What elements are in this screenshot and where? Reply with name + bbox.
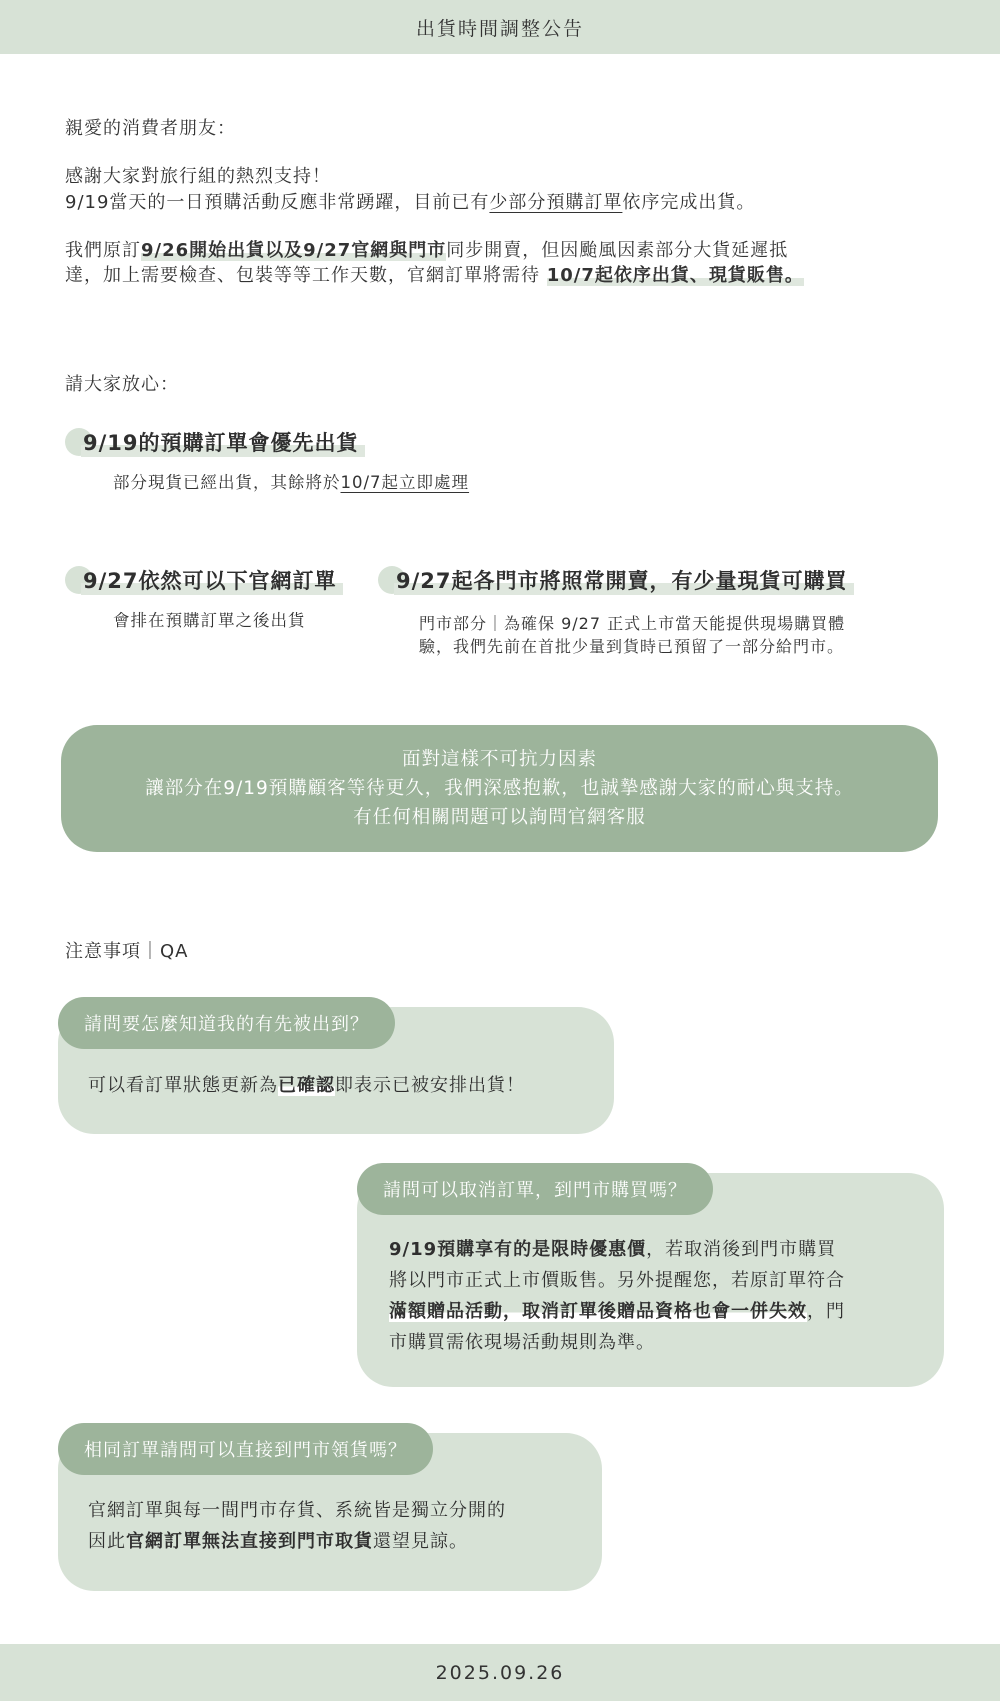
page-title: 出貨時間調整公告: [415, 17, 584, 40]
point-store-sales: [378, 565, 854, 595]
footer-bar: [0, 1644, 1000, 1701]
point-preorder-detail: [113, 471, 469, 495]
point-detail-pre: 部分現貨已經出貨，其餘將於: [113, 473, 341, 492]
preorder-status-pre: 9/19當天的一日預購活動反應非常踴躍，目前已有: [65, 192, 490, 213]
gift-forfeit-highlight: 滿額贈品活動，取消訂單後贈品資格也會一併失效: [389, 1301, 807, 1322]
notice-line3: 有任何相關問題可以詢問官網客服: [353, 807, 646, 828]
qa-question-3: 相同訂單請問可以直接到門市領貨嗎？: [58, 1423, 433, 1475]
schedule-highlight: 9/26開始出貨以及9/27官網與門市: [141, 240, 447, 261]
confirmed-status-highlight: 已確認: [278, 1075, 335, 1096]
header-bar: [0, 0, 1000, 54]
answer2-line4: 市購買需依現場活動規則為準。: [389, 1332, 655, 1353]
schedule-mid: 同步開賣，但因颱風因素部分大貨延遲抵: [446, 240, 789, 261]
point-store-detail: [419, 612, 845, 658]
no-pickup-text: 官網訂單無法直接到門市取貨: [126, 1531, 373, 1552]
notice-line2: 讓部分在9/19預購顧客等待更久，我們深感抱歉，也誠摯感謝大家的耐心與支持。: [145, 778, 854, 799]
answer2-line1-post: ，若取消後到門市購買: [646, 1239, 837, 1260]
point-online-detail: 會排在預購訂單之後出貨: [113, 611, 306, 630]
answer3-post: 還望見諒。: [373, 1531, 468, 1552]
answer1-pre: 可以看訂單狀態更新為: [88, 1075, 278, 1096]
answer3-pre: 因此: [88, 1531, 126, 1552]
greeting: 親愛的消費者朋友：: [65, 118, 236, 139]
point-title: 9/27依然可以下官網訂單: [81, 565, 343, 595]
qa-heading: 注意事項｜QA: [65, 941, 189, 962]
qa-answer-3: [88, 1495, 506, 1557]
apology-notice: [61, 725, 938, 852]
store-detail-line1: 門市部分｜為確保 9/27 正式上市當天能提供現場購買體: [419, 614, 846, 633]
new-date-highlight: 10/7起依序出貨、現貨販售。: [546, 265, 804, 286]
thanks-line: 感謝大家對旅行組的熱烈支持！: [65, 166, 331, 187]
qa-question-2: 請問可以取消訂單，到門市購買嗎？: [357, 1163, 713, 1215]
qa-answer-1: [88, 1070, 525, 1101]
point-title: 9/27起各門市將照常開賣，有少量現貨可購買: [394, 565, 854, 595]
footer-date: 2025.09.26: [435, 1661, 565, 1684]
limited-price-text: 9/19預購享有的是限時優惠價: [389, 1239, 647, 1260]
answer3-line1: 官網訂單與每一間門市存貨、系統皆是獨立分開的: [88, 1500, 506, 1521]
schedule-line2-pre: 達，加上需要檢查、包裝等等工作天數，官網訂單將需待: [65, 265, 547, 286]
answer2-line3-post: ，門: [807, 1301, 845, 1322]
point-title: 9/19的預購訂單會優先出貨: [81, 427, 365, 457]
point-online-orders: [65, 565, 343, 595]
answer1-post: 即表示已被安排出貨！: [335, 1075, 525, 1096]
schedule-line-2: [65, 261, 804, 290]
reassurance-heading: 請大家放心：: [65, 374, 179, 395]
store-detail-line2: 驗，我們先前在首批少量到貨時已預留了一部分給門市。: [419, 637, 845, 656]
process-date-link[interactable]: 10/7起立即處理: [340, 473, 470, 492]
answer2-line2: 將以門市正式上市價販售。另外提醒您，若原訂單符合: [389, 1270, 845, 1291]
qa-question-1: 請問要怎麼知道我的有先被出到？: [58, 997, 395, 1049]
preorder-status-post: 依序完成出貨。: [622, 192, 756, 213]
point-preorder-priority: [65, 427, 365, 457]
qa-answer-2: [389, 1234, 845, 1358]
partial-orders-link[interactable]: 少部分預購訂單: [489, 192, 623, 213]
schedule-pre: 我們原訂: [65, 240, 141, 261]
preorder-status-line: [65, 188, 755, 217]
notice-line1: 面對這樣不可抗力因素: [401, 749, 597, 770]
